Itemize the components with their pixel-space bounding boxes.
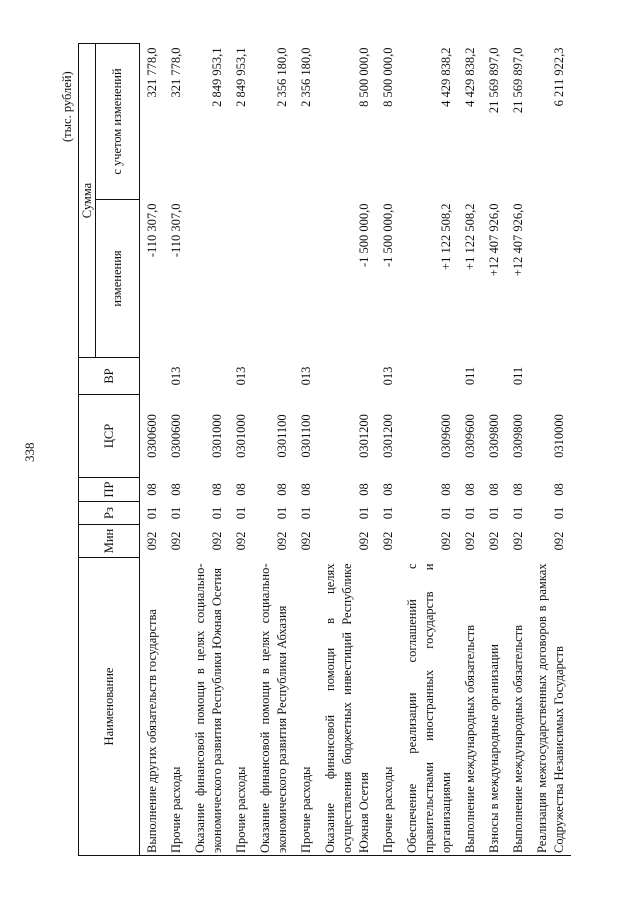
cell-rz: 01 [169,506,183,520]
cell-vr [253,358,294,395]
cell-change: +12 407 926,0 [511,203,525,277]
cell-vr [140,358,165,395]
cell-min: 092 [439,531,453,551]
cell-vr [530,358,571,395]
header-pr: ПР [79,478,140,502]
cell-name: Выполнение международных обязательств [506,558,530,856]
cell-rz: 01 [463,506,477,520]
cell-pr: 08 [210,483,224,496]
cell-total: 4 429 838,2 [463,47,477,107]
cell-min: 092 [381,531,395,551]
cell-name: Прочие расходы [294,558,318,856]
cell-pr: 08 [487,483,501,496]
cell-csr: 0301100 [275,414,289,458]
cell-csr: 0301200 [357,414,371,458]
cell-vr: 013 [381,366,395,386]
cell-csr: 0300600 [145,414,159,458]
cell-rz: 01 [210,506,224,520]
cell-pr: 08 [381,483,395,496]
cell-change: -110 307,0 [145,203,159,258]
cell-name: Прочие расходы [164,558,188,856]
table-row [482,44,506,856]
cell-change: +12 407 926,0 [487,203,501,277]
table-row [188,44,229,856]
cell-name: Оказание финансовой помощи в целях осуществления бюджетных инвестиций Республике Южная Осетия [318,558,376,856]
cell-csr: 0309800 [487,414,501,458]
cell-csr: 0309800 [511,414,525,458]
cell-min: 092 [357,531,371,551]
cell-change [253,200,294,358]
cell-vr: 013 [299,366,313,386]
cell-name: Оказание финансовой помощи в целях социально-экономического развития Республики Абхазия [253,558,294,856]
cell-vr [188,358,229,395]
cell-min: 092 [145,531,159,551]
table-row [140,44,165,856]
cell-csr: 0310000 [552,414,566,458]
header-csr: ЦСР [79,395,140,478]
cell-name: Выполнение международных обязательств [458,558,482,856]
cell-name: Оказание финансовой помощи в целях социально-экономического развития Республики Южная Осетия [188,558,229,856]
table-row [400,44,458,856]
cell-change: +1 122 508,2 [439,203,453,270]
cell-pr: 08 [275,483,289,496]
header-sum: Сумма [79,44,96,358]
cell-pr: 08 [439,483,453,496]
header-with-changes: с учетом изменений [96,44,140,200]
cell-rz: 01 [145,506,159,520]
table-row [164,44,188,856]
header-name: Наименование [79,558,140,856]
cell-total: 2 356 180,0 [299,47,313,107]
header-vr: ВР [79,358,140,395]
cell-name: Взносы в международные организации [482,558,506,856]
cell-total: 21 569 897,0 [487,47,501,114]
cell-min: 092 [169,531,183,551]
cell-csr: 0301200 [381,414,395,458]
cell-vr: 011 [463,366,477,386]
cell-vr [400,358,458,395]
header-changes: изменения [96,200,140,358]
table-row [253,44,294,856]
cell-min: 092 [487,531,501,551]
cell-rz: 01 [487,506,501,520]
cell-min: 092 [299,531,313,551]
cell-name: Прочие расходы [376,558,400,856]
cell-total: 2 849 953,1 [210,47,224,107]
cell-total: 4 429 838,2 [439,47,453,107]
cell-pr: 08 [145,483,159,496]
cell-min: 092 [234,531,248,551]
cell-pr: 08 [169,483,183,496]
cell-change [229,200,253,358]
cell-pr: 08 [463,483,477,496]
budget-table [78,43,571,856]
cell-total: 21 569 897,0 [511,47,525,114]
cell-csr: 0301100 [299,414,313,458]
table-row [458,44,482,856]
cell-change [530,200,571,358]
table-body [140,44,572,856]
table-row [376,44,400,856]
table-row [229,44,253,856]
cell-name: Обеспечение реализации соглашений с правительствами иностранных государств и организациями [400,558,458,856]
cell-rz: 01 [275,506,289,520]
cell-total: 321 778,0 [169,47,183,98]
cell-change: -1 500 000,0 [357,203,371,268]
cell-pr: 08 [234,483,248,496]
cell-total: 2 849 953,1 [234,47,248,107]
cell-rz: 01 [511,506,525,520]
cell-pr: 08 [357,483,371,496]
cell-total: 6 211 922,3 [552,47,566,107]
cell-csr: 0301000 [234,414,248,458]
cell-rz: 01 [552,506,566,520]
cell-min: 092 [511,531,525,551]
cell-vr: 013 [169,366,183,386]
cell-vr: 013 [234,366,248,386]
cell-csr: 0309600 [463,414,477,458]
cell-total: 8 500 000,0 [357,47,371,107]
cell-csr: 0300600 [169,414,183,458]
cell-total: 2 356 180,0 [275,47,289,107]
header-rz: Рз [79,502,140,525]
cell-change: -1 500 000,0 [381,203,395,268]
cell-change [188,200,229,358]
cell-min: 092 [463,531,477,551]
cell-rz: 01 [357,506,371,520]
table-row [530,44,571,856]
cell-vr [318,358,376,395]
cell-vr [482,358,506,395]
table-row [506,44,530,856]
cell-rz: 01 [299,506,313,520]
cell-name: Выполнение других обязательств государства [140,558,165,856]
cell-rz: 01 [439,506,453,520]
cell-name: Реализация межгосударственных договоров в рамках Содружества Независимых Государств [530,558,571,856]
cell-pr: 08 [552,483,566,496]
cell-min: 092 [552,531,566,551]
cell-change: +1 122 508,2 [463,203,477,270]
units-label: (тыс. рублей) [60,71,74,142]
cell-change [294,200,318,358]
cell-name: Прочие расходы [229,558,253,856]
cell-total: 321 778,0 [145,47,159,98]
cell-rz: 01 [381,506,395,520]
cell-rz: 01 [234,506,248,520]
cell-csr: 0309600 [439,414,453,458]
cell-change: -110 307,0 [169,203,183,258]
page-number: 338 [22,442,37,462]
cell-total: 8 500 000,0 [381,47,395,107]
table-row [294,44,318,856]
cell-min: 092 [210,531,224,551]
table-header [79,44,140,856]
cell-csr: 0301000 [210,414,224,458]
cell-pr: 08 [511,483,525,496]
header-min: Мин [79,525,140,558]
cell-vr: 011 [511,366,525,386]
table-row [318,44,376,856]
cell-min: 092 [275,531,289,551]
cell-pr: 08 [299,483,313,496]
